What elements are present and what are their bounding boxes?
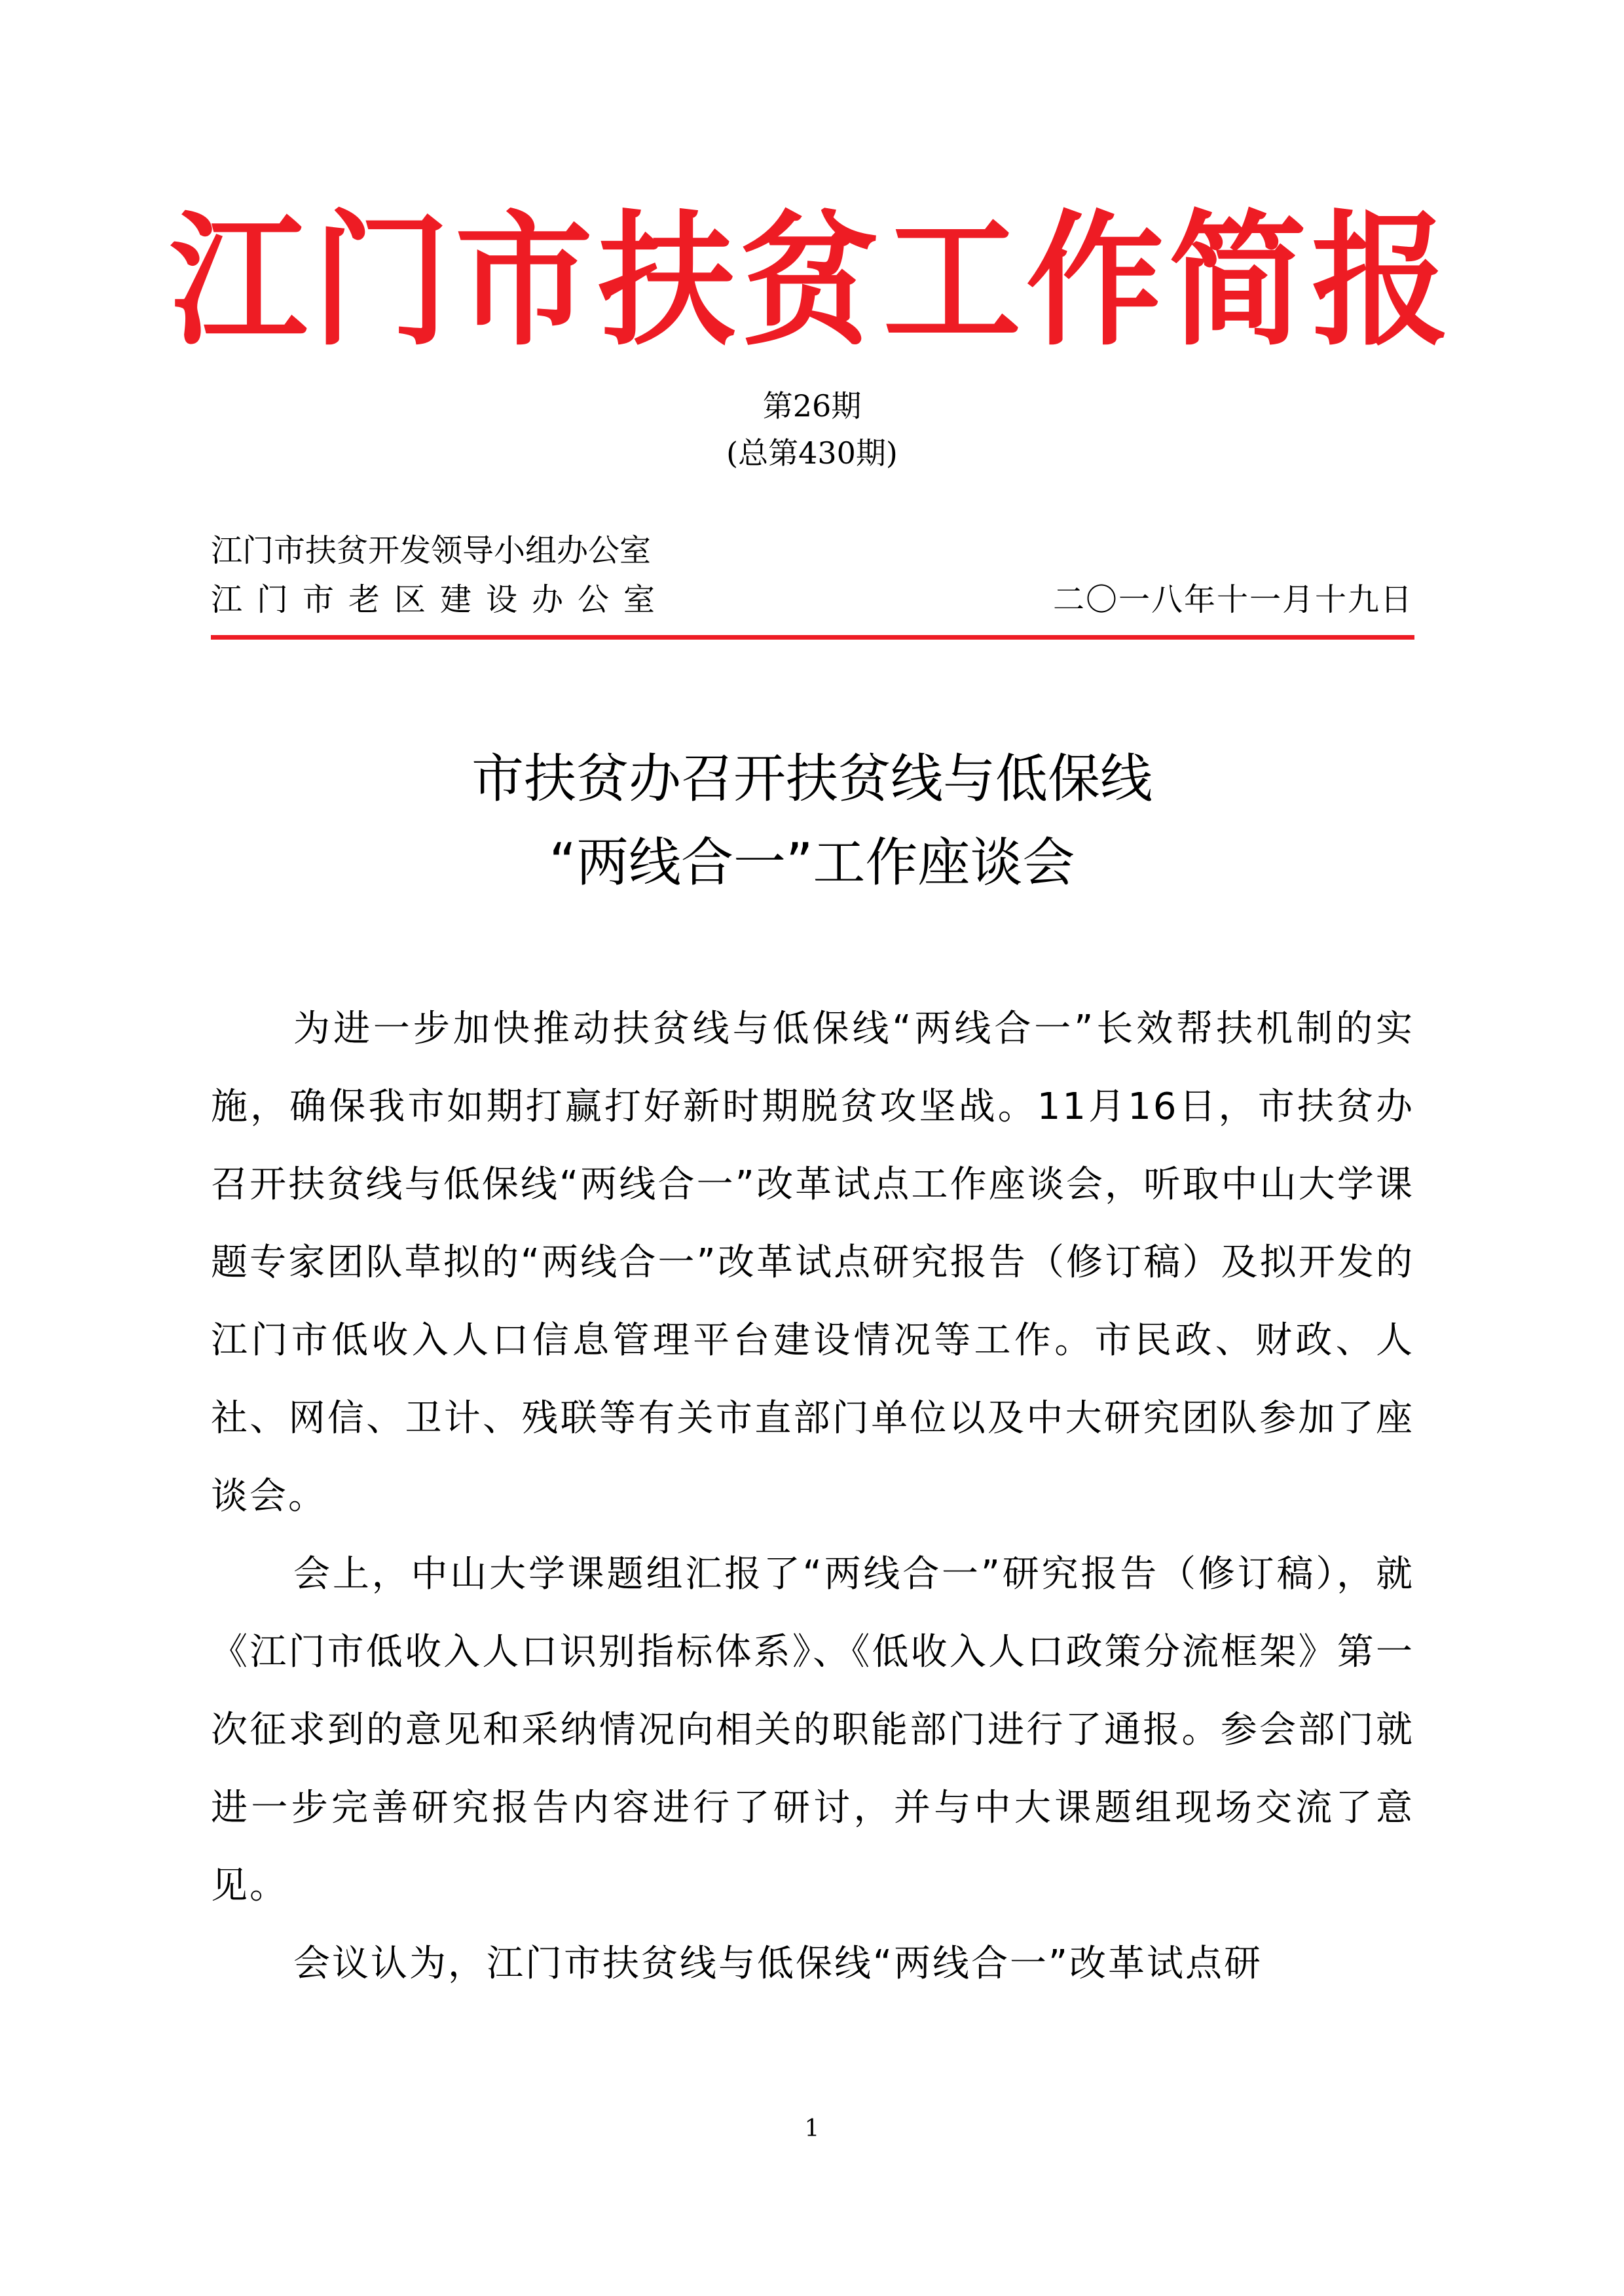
article-body [211, 990, 1414, 2003]
article-title-line-2: “两线合一”工作座谈会 [549, 832, 1075, 893]
article-title-line-1: 市扶贫办召开扶贫线与低保线 [471, 748, 1153, 809]
red-divider [211, 635, 1414, 640]
issue-number: 第26期 [762, 388, 862, 424]
issuer-old-area-office: 江门市老区建设办公室 [211, 581, 670, 618]
issuer-poverty-office: 江门市扶贫开发领导小组办公室 [211, 532, 652, 569]
paragraph-3: 会议认为，江门市扶贫线与低保线“两线合一”改革试点研 [293, 1942, 1263, 1985]
masthead-title: 江门市扶贫工作简报 [169, 196, 1454, 366]
page-number: 1 [804, 2115, 820, 2142]
paragraph-1: 为进一步加快推动扶贫线与低保线“两线合一”长效帮扶机制的实施，确保我市如期打赢打好新时期脱贫攻坚战。11月16日，市扶贫办召开扶贫线与低保线“两线合一”改革试点工作座谈会，听取中山大学课题专家团队草拟的“两线合一”改革试点研究报告（修订稿）及拟开发的江门市低收入人口信息管理平台建设情况等工作。市民政、财政、人社、网信、卫计、残联等有关市直部门单位以及中大研究团队参加了座谈会。 [211, 1008, 1414, 1518]
issue-total-number: (总第430期) [726, 435, 898, 471]
paragraph-2: 会上，中山大学课题组汇报了“两线合一”研究报告（修订稿），就《江门市低收入人口识别指标体系》、《低收入人口政策分流框架》第一次征求到的意见和采纳情况向相关的职能部门进行了通报。参会部门就进一步完善研究报告内容进行了研讨，并与中大课题组现场交流了意见。 [211, 1553, 1414, 1907]
issue-date: 二〇一八年十一月十九日 [1052, 581, 1413, 618]
